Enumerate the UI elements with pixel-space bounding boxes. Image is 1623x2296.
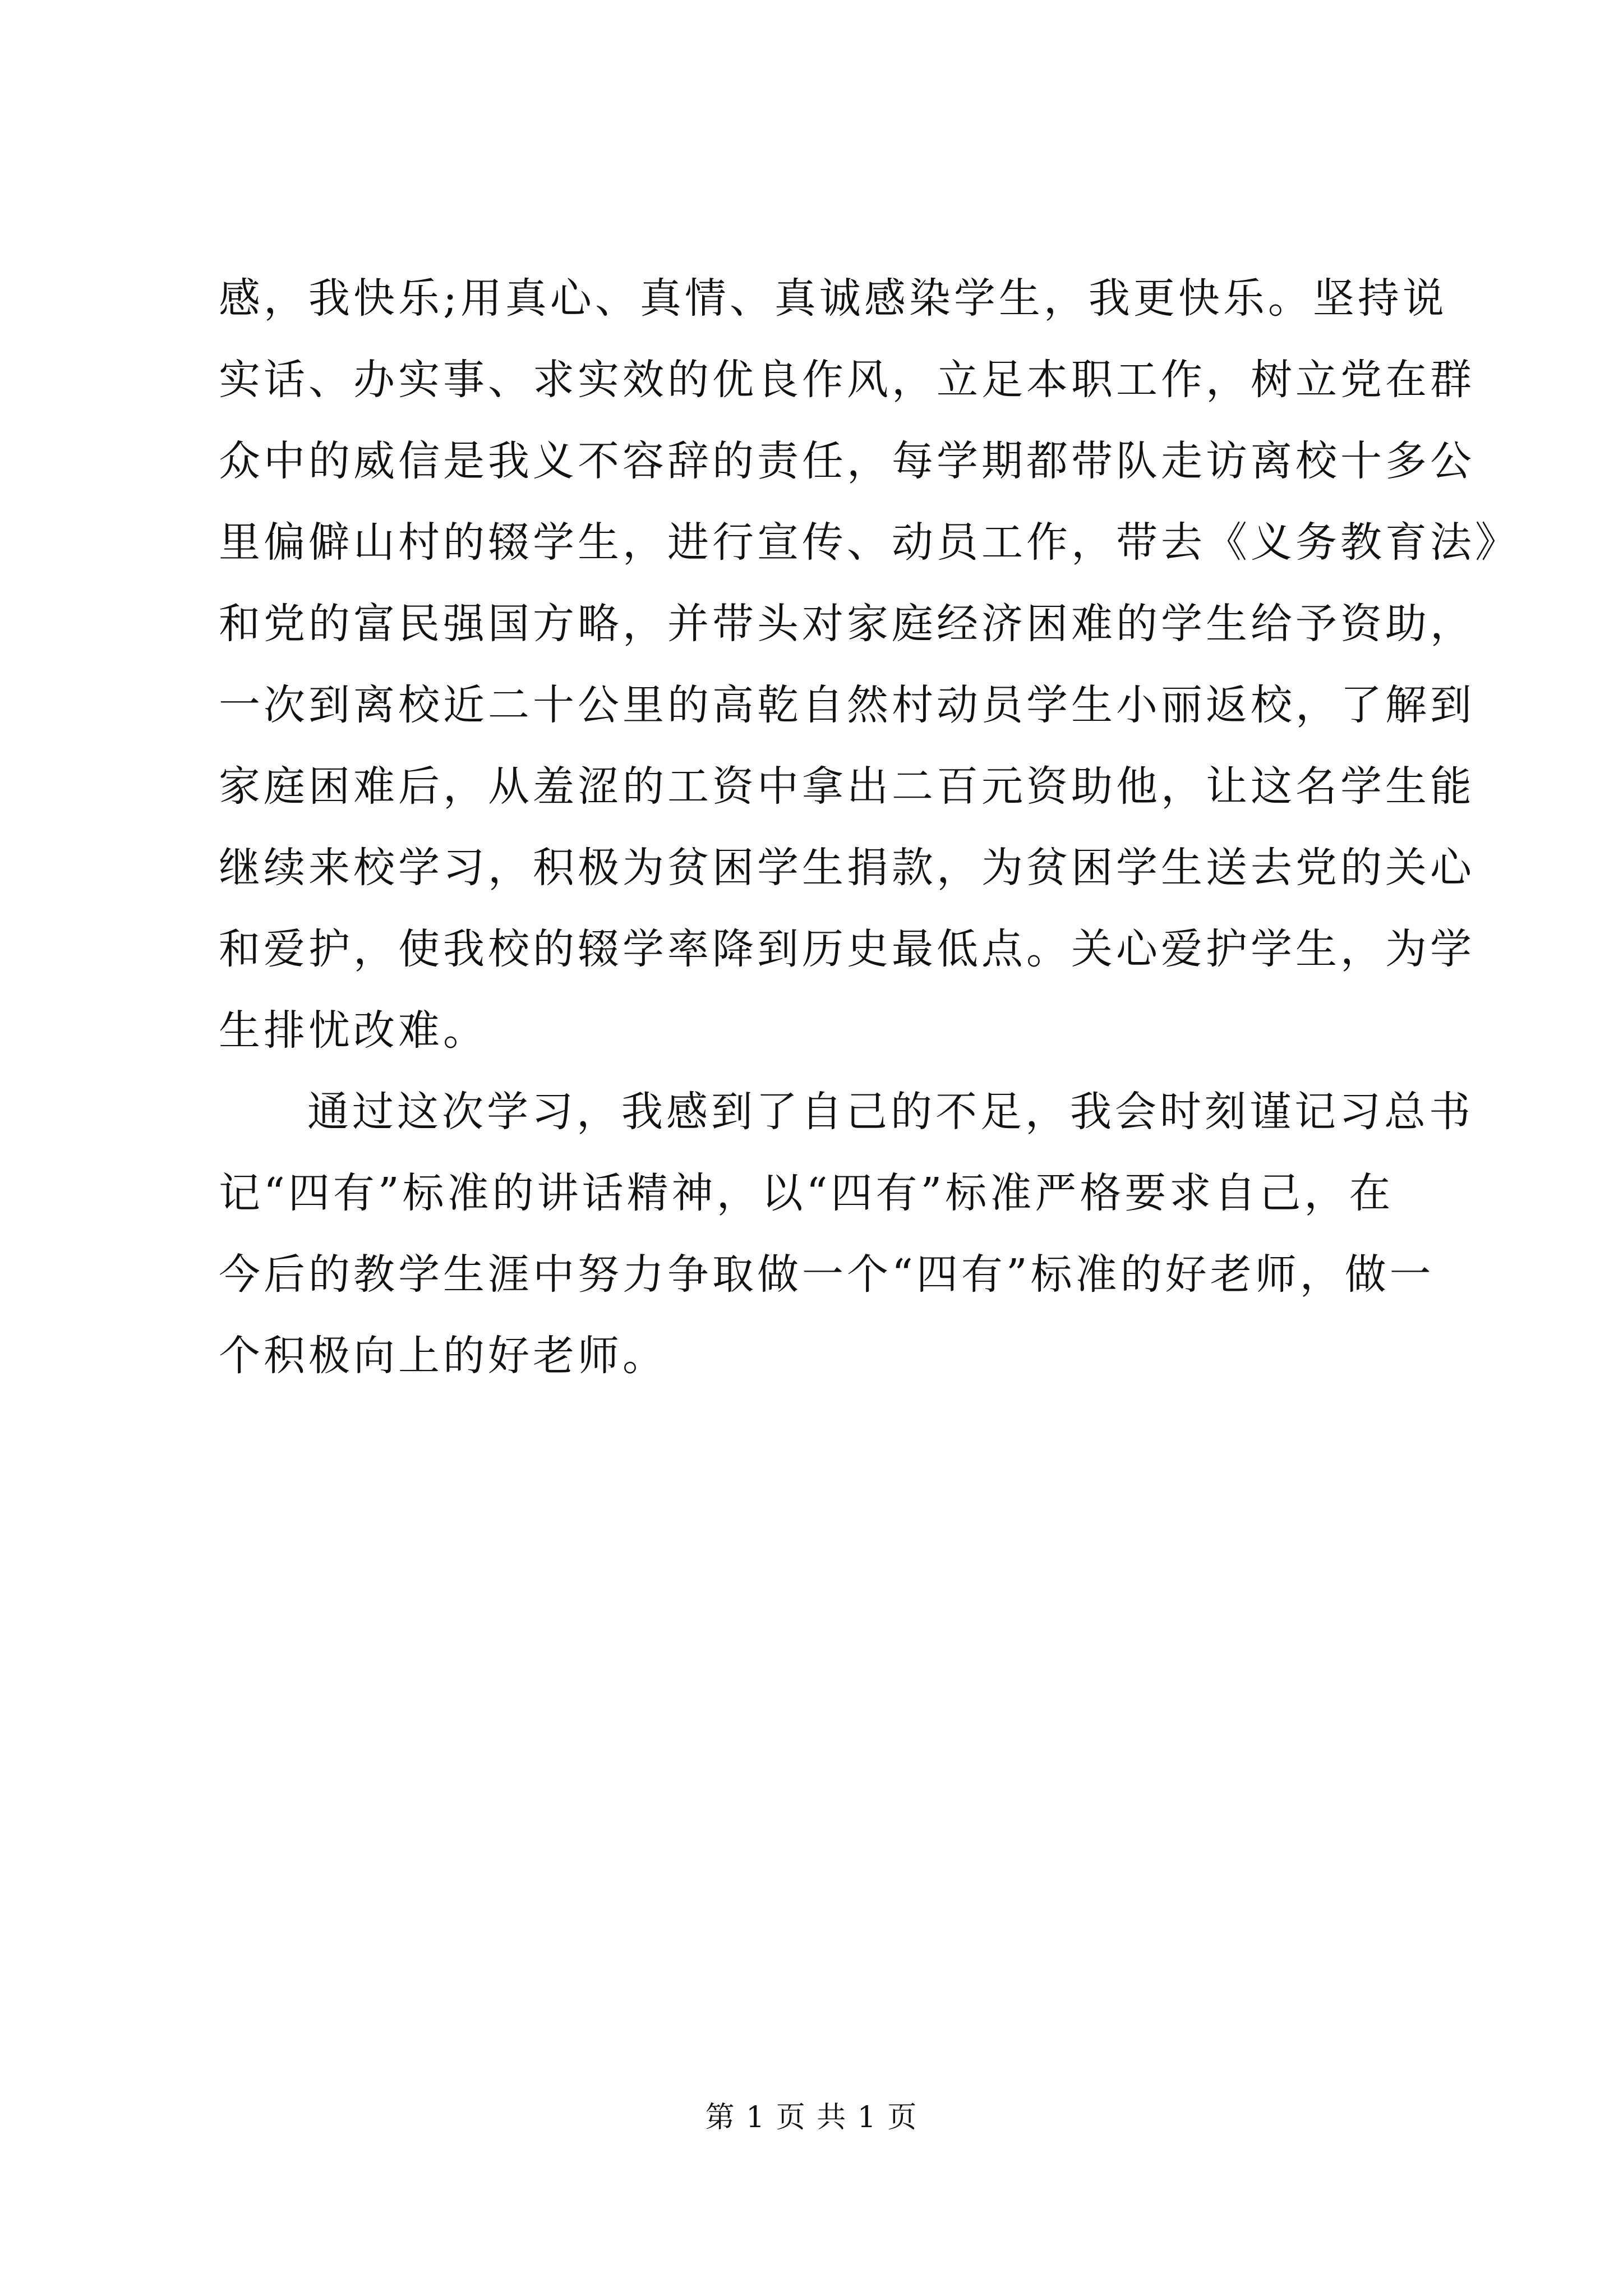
text-line: 里偏僻山村的辍学生，进行宣传、动员工作，带去《义务教育法》 bbox=[219, 518, 1520, 567]
text-line: 一次到离校近二十公里的高乾自然村动员学生小丽返校，了解到 bbox=[219, 681, 1475, 729]
text-line: 生排忧改难。 bbox=[219, 1006, 488, 1055]
text-line: 和党的富民强国方略，并带头对家庭经济困难的学生给予资助， bbox=[219, 600, 1475, 648]
page-number-footer: 第 1 页 共 1 页 bbox=[705, 2101, 918, 2134]
text-line: 今后的教学生涯中努力争取做一个“四有”标准的好老师，做一 bbox=[219, 1250, 1435, 1299]
paragraph-1 bbox=[219, 258, 1520, 1071]
text-line: 继续来校学习，积极为贫困学生捐款，为贫困学生送去党的关心 bbox=[219, 844, 1475, 892]
text-line: 和爱护，使我校的辍学率降到历史最低点。关心爱护学生，为学 bbox=[219, 925, 1475, 973]
text-line: 众中的威信是我义不容辞的责任，每学期都带队走访离校十多公 bbox=[219, 437, 1475, 485]
text-line: 家庭困难后，从羞涩的工资中拿出二百元资助他，让这名学生能 bbox=[219, 762, 1475, 811]
text-line: 实话、办实事、求实效的优良作风，立足本职工作，树立党在群 bbox=[219, 356, 1475, 404]
text-line: 记“四有”标准的讲话精神，以“四有”标准严格要求自己，在 bbox=[219, 1169, 1394, 1217]
paragraph-2 bbox=[219, 1071, 1474, 1397]
text-line: 感，我快乐;用真心、真情、真诚感染学生，我更快乐。坚持说 bbox=[219, 274, 1447, 323]
text-line: 个积极向上的好老师。 bbox=[219, 1332, 667, 1380]
document-body bbox=[219, 258, 1520, 1397]
text-line: 通过这次学习，我感到了自己的不足，我会时刻谨记习总书 bbox=[307, 1088, 1474, 1136]
